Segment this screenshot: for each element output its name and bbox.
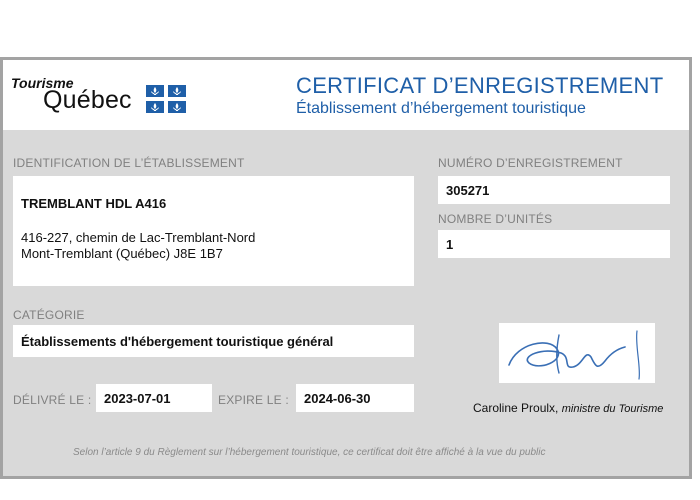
footer-note: Selon l’article 9 du Règlement sur l’hébergement touristique, ce certificat doit être affiché à la vue du public xyxy=(73,447,546,458)
certificate-card xyxy=(0,57,692,479)
establishment-name: TREMBLANT HDL A416 xyxy=(21,196,167,211)
signatory-title: ministre du Tourisme xyxy=(561,403,664,415)
registration-box xyxy=(438,176,670,204)
registration-number: 305271 xyxy=(446,183,490,198)
certificate-subtitle: Établissement d’hébergement touristique xyxy=(296,100,586,117)
address-line-1: 416-227, chemin de Lac-Tremblant-Nord xyxy=(21,230,256,245)
certificate-header xyxy=(3,60,689,130)
certificate-title: CERTIFICAT D’ENREGISTREMENT xyxy=(296,73,664,98)
signature-box xyxy=(499,323,655,383)
issued-box xyxy=(96,384,212,412)
signatory xyxy=(473,401,663,415)
units-box xyxy=(438,230,670,258)
expires-box xyxy=(296,384,414,412)
units-label: NOMBRE D’UNITÉS xyxy=(438,212,553,226)
issued-label: DÉLIVRÉ LE : xyxy=(13,393,92,407)
quebec-flag-icon xyxy=(146,85,186,113)
category-value: Établissements d'hébergement touristique général xyxy=(21,334,334,349)
identification-label: IDENTIFICATION DE L’ÉTABLISSEMENT xyxy=(13,156,245,170)
identification-box xyxy=(13,176,414,286)
signature-image xyxy=(499,323,655,383)
signatory-name: Caroline Proulx, xyxy=(473,401,559,415)
issued-date: 2023-07-01 xyxy=(104,391,171,406)
logo-quebec-text: Québec xyxy=(43,86,132,114)
certificate-body xyxy=(3,130,689,476)
expires-label: EXPIRE LE : xyxy=(218,393,289,407)
logo-tourisme-text: Tourisme xyxy=(11,75,74,91)
category-box xyxy=(13,325,414,357)
units-value: 1 xyxy=(446,237,454,252)
expires-date: 2024-06-30 xyxy=(304,391,371,406)
category-label: CATÉGORIE xyxy=(13,308,85,322)
address-line-2: Mont-Tremblant (Québec) J8E 1B7 xyxy=(21,246,223,261)
registration-label: NUMÉRO D’ENREGISTREMENT xyxy=(438,156,623,170)
